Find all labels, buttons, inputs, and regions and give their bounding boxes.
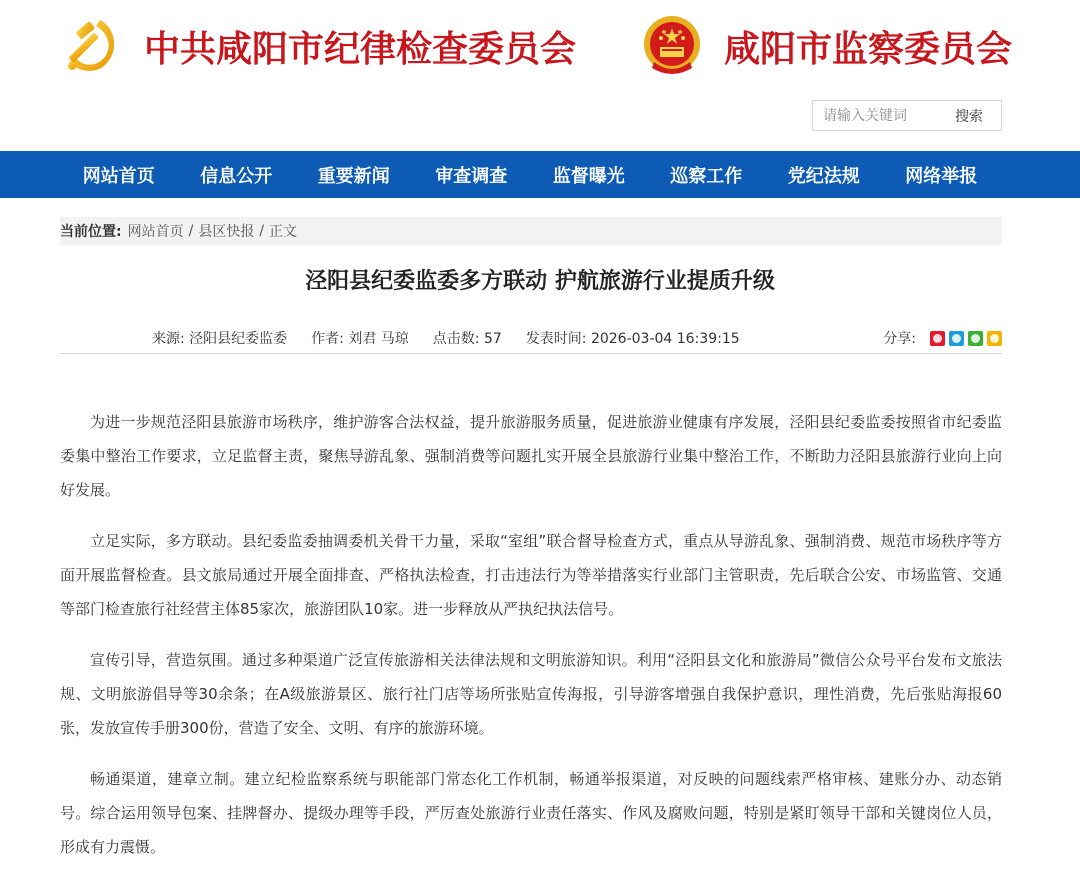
national-emblem-icon — [640, 14, 704, 78]
article-paragraph: 立足实际，多方联动。县纪委监委抽调委机关骨干力量，采取“室组”联合督导检查方式，重点从导游乱象、强制消费、规范市场秩序等方面开展监督检查。县文旅局通过开展全面排查、严格执法检查，打击违法行为等举措落实行业部门主管职责，先后联合公安、市场监管、交通等部门检查旅行社经营主体85家次，旅游团队10家。进一步释放从严执纪执法信号。 — [60, 532, 1002, 618]
supervision-title: 咸阳市监察委员会 — [724, 27, 1013, 70]
article-paragraph: 畅通渠道，建章立制。建立纪检监察系统与职能部门常态化工作机制，畅通举报渠道，对反映的问题线索严格审核、建账分办、动态销号。综合运用领导包案、挂牌督办、提级办理等手段，严厉查处旅游行业责任落实、作风及腐败问题，特别是紧盯领导干部和关键岗位人员，形成有力震慑。 — [60, 770, 1002, 856]
article-body — [60, 405, 1002, 879]
breadcrumb-separator: / — [259, 223, 265, 239]
qzone-icon[interactable] — [987, 331, 1002, 346]
article-meta — [60, 326, 1002, 354]
nav-item-investigation[interactable]: 审查调查 — [435, 165, 508, 187]
supervision-brand[interactable] — [640, 14, 1012, 78]
search-box — [812, 100, 1002, 131]
main-nav — [0, 151, 1080, 198]
breadcrumb-label: 当前位置: — [60, 224, 122, 240]
article-paragraph: 为进一步规范泾阳县旅游市场秩序，维护游客合法权益，提升旅游服务质量，促进旅游业健康有序发展，泾阳县纪委监委按照省市纪委监委集中整治工作要求，立足监督主责，聚焦导游乱象、强制消费等问题扎实开展全县旅游行业集中整治工作，不断助力泾阳县旅游行业向上向好发展。 — [60, 413, 1002, 499]
nav-item-important-news[interactable]: 重要新闻 — [317, 165, 390, 187]
weibo-icon[interactable] — [930, 331, 945, 346]
wechat-icon[interactable] — [968, 331, 983, 346]
nav-item-online-report[interactable]: 网络举报 — [905, 165, 978, 187]
article-paragraph: 宣传引导，营造氛围。通过多种渠道广泛宣传旅游相关法律法规和文明旅游知识。利用“泾阳县文化和旅游局”微信公众号平台发布文旅法规、文明旅游倡导等30余条；在A级旅游景区、旅行社门店等场所张贴宣传海报，引导游客增强自我保护意识，理性消费，先后张贴海报60张，发放宣传手册300份，营造了安全、文明、有序的旅游环境。 — [60, 651, 1002, 737]
nav-item-info-disclosure[interactable]: 信息公开 — [200, 165, 273, 187]
search-input[interactable] — [813, 101, 939, 130]
meta-author: 作者: 刘君 马琼 — [311, 331, 409, 347]
share-label: 分享: — [883, 331, 916, 347]
breadcrumb-separator: / — [188, 223, 194, 239]
nav-item-party-regulations[interactable]: 党纪法规 — [787, 165, 860, 187]
article-title: 泾阳县纪委监委多方联动 护航旅游行业提质升级 — [305, 269, 775, 294]
meta-published: 发表时间: 2026-03-04 16:39:15 — [525, 331, 740, 347]
breadcrumb-home[interactable]: 网站首页 — [127, 224, 184, 240]
site-header — [0, 0, 1080, 152]
nav-item-supervision-exposure[interactable]: 监督曝光 — [552, 165, 625, 187]
meta-source: 来源: 泾阳县纪委监委 — [152, 331, 288, 347]
nav-item-home[interactable]: 网站首页 — [82, 165, 155, 187]
meta-clicks: 点击数: 57 — [432, 331, 502, 347]
party-emblem-icon — [60, 14, 124, 78]
search-button[interactable]: 搜索 — [939, 101, 999, 130]
qq-icon[interactable] — [949, 331, 964, 346]
cdi-title: 中共咸阳市纪律检查委员会 — [144, 27, 577, 70]
nav-item-inspection-work[interactable]: 巡察工作 — [670, 165, 743, 187]
share-bar — [883, 328, 1002, 348]
breadcrumb-county-news[interactable]: 县区快报 — [198, 224, 255, 240]
breadcrumb-current: 正文 — [269, 224, 298, 240]
breadcrumb — [60, 217, 1002, 245]
cdi-brand[interactable] — [60, 14, 576, 78]
